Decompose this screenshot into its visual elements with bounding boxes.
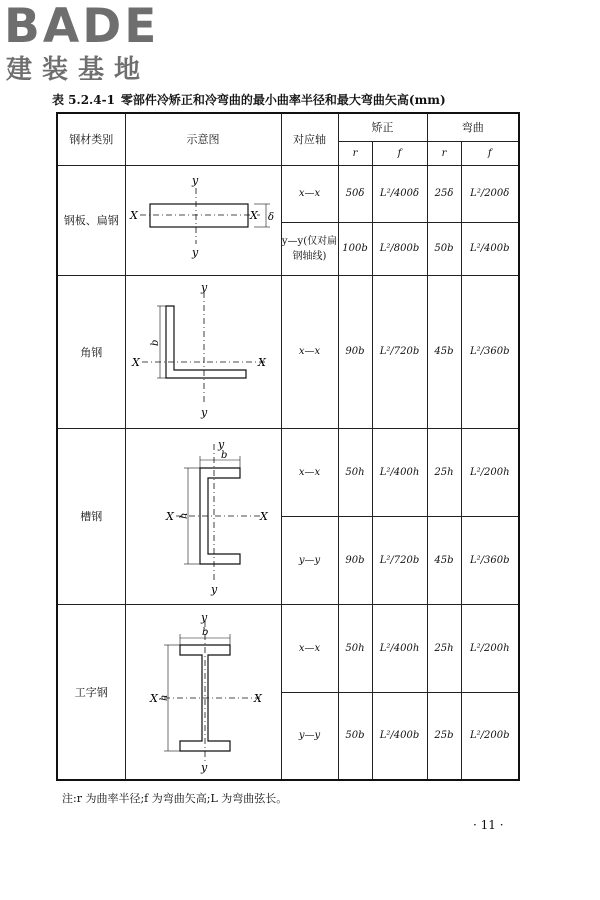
table-title-text: 零部件冷矫正和冷弯曲的最小曲率半径和最大弯曲矢高(mm)	[120, 93, 446, 107]
label-y-top: y	[201, 281, 208, 294]
angle-outline	[166, 306, 246, 378]
label-X-left: X	[130, 208, 138, 222]
diagram-ibeam	[125, 604, 281, 780]
f-straighten-value: L²/720b	[372, 275, 427, 428]
table-row	[57, 604, 519, 692]
r-bend-value: 45b	[427, 275, 461, 428]
label-y-top: y	[201, 611, 208, 625]
category-plate: 钢板、扁钢	[57, 165, 125, 275]
label-X-left: X	[132, 355, 140, 369]
r-straighten-value: 50δ	[338, 165, 372, 222]
r-bend-value: 45b	[427, 516, 461, 604]
header-diagram: 示意图	[125, 113, 281, 165]
r-bend-value: 25δ	[427, 165, 461, 222]
label-X-right: X	[250, 208, 258, 222]
ibeam-diagram	[128, 609, 278, 774]
label-y-bottom: y	[211, 583, 218, 596]
axis-value: x—x	[281, 165, 338, 222]
f-bend-value: L²/200h	[461, 428, 519, 516]
header-r-straighten: r	[338, 141, 372, 165]
channel-diagram	[128, 436, 278, 596]
table-note: 注:r 为曲率半径;f 为弯曲矢高;L 为弯曲弦长。	[62, 792, 288, 805]
header-straighten: 矫正	[338, 113, 427, 141]
logo-subtitle: 建装基地	[6, 55, 151, 85]
label-X-right: X	[260, 510, 268, 523]
label-y-bottom: y	[201, 405, 208, 419]
axis-value: y—y	[281, 516, 338, 604]
page-number: · 11 ·	[473, 818, 504, 832]
f-bend-value: L²/200δ	[461, 165, 519, 222]
label-delta: δ	[268, 211, 275, 223]
header-f-straighten: f	[372, 141, 427, 165]
logo-word: BADE	[4, 0, 160, 54]
plate-diagram	[128, 168, 278, 273]
label-y-bottom: y	[192, 245, 199, 259]
f-bend-value: L²/360b	[461, 516, 519, 604]
r-straighten-value: 90b	[338, 275, 372, 428]
axis-value: x—x	[281, 428, 338, 516]
axis-value: x—x	[281, 275, 338, 428]
r-straighten-value: 90b	[338, 516, 372, 604]
diagram-angle	[125, 275, 281, 428]
table-title	[52, 91, 446, 108]
table-row	[57, 275, 519, 428]
label-X-left: X	[150, 692, 158, 706]
f-straighten-value: L²/400h	[372, 428, 427, 516]
table-row	[57, 165, 519, 222]
r-straighten-value: 50h	[338, 604, 372, 692]
header-category: 钢材类别	[57, 113, 125, 165]
f-straighten-value: L²/400δ	[372, 165, 427, 222]
table-row	[57, 428, 519, 516]
r-bend-value: 50b	[427, 222, 461, 275]
angle-diagram	[128, 282, 278, 422]
category-angle: 角钢	[57, 275, 125, 428]
r-straighten-value: 50h	[338, 428, 372, 516]
diagram-plate	[125, 165, 281, 275]
plate-outline	[150, 204, 248, 227]
f-straighten-value: L²/720b	[372, 516, 427, 604]
f-bend-value: L²/360b	[461, 275, 519, 428]
r-bend-value: 25b	[427, 692, 461, 780]
label-b: b	[202, 627, 209, 639]
axis-value: y—y(仅对扁钢轴线)	[281, 222, 338, 275]
axis-value: x—x	[281, 604, 338, 692]
category-ibeam: 工字钢	[57, 604, 125, 780]
label-y-top: y	[218, 438, 225, 451]
f-bend-value: L²/400b	[461, 222, 519, 275]
label-b: b	[221, 450, 228, 461]
f-straighten-value: L²/400h	[372, 604, 427, 692]
f-bend-value: L²/200b	[461, 692, 519, 780]
axis-value: y—y	[281, 692, 338, 780]
f-bend-value: L²/200h	[461, 604, 519, 692]
r-straighten-value: 50b	[338, 692, 372, 780]
diagram-channel	[125, 428, 281, 604]
logo	[4, 2, 179, 88]
r-straighten-value: 100b	[338, 222, 372, 275]
label-y-top: y	[192, 173, 199, 187]
label-X-right: X	[258, 355, 266, 369]
table-code: 表 5.2.4-1	[52, 93, 115, 107]
f-straighten-value: L²/400b	[372, 692, 427, 780]
r-bend-value: 25h	[427, 604, 461, 692]
label-X-right: X	[254, 692, 262, 706]
label-h: h	[179, 512, 190, 519]
label-h: h	[159, 694, 170, 702]
data-table	[56, 112, 520, 781]
f-straighten-value: L²/800b	[372, 222, 427, 275]
r-bend-value: 25h	[427, 428, 461, 516]
label-b: b	[150, 339, 161, 346]
header-r-bend: r	[427, 141, 461, 165]
label-y-bottom: y	[201, 761, 208, 775]
header-f-bend: f	[461, 141, 519, 165]
category-channel: 槽钢	[57, 428, 125, 604]
header-axis: 对应轴	[281, 113, 338, 165]
header-bend: 弯曲	[427, 113, 519, 141]
label-X-left: X	[166, 510, 174, 523]
